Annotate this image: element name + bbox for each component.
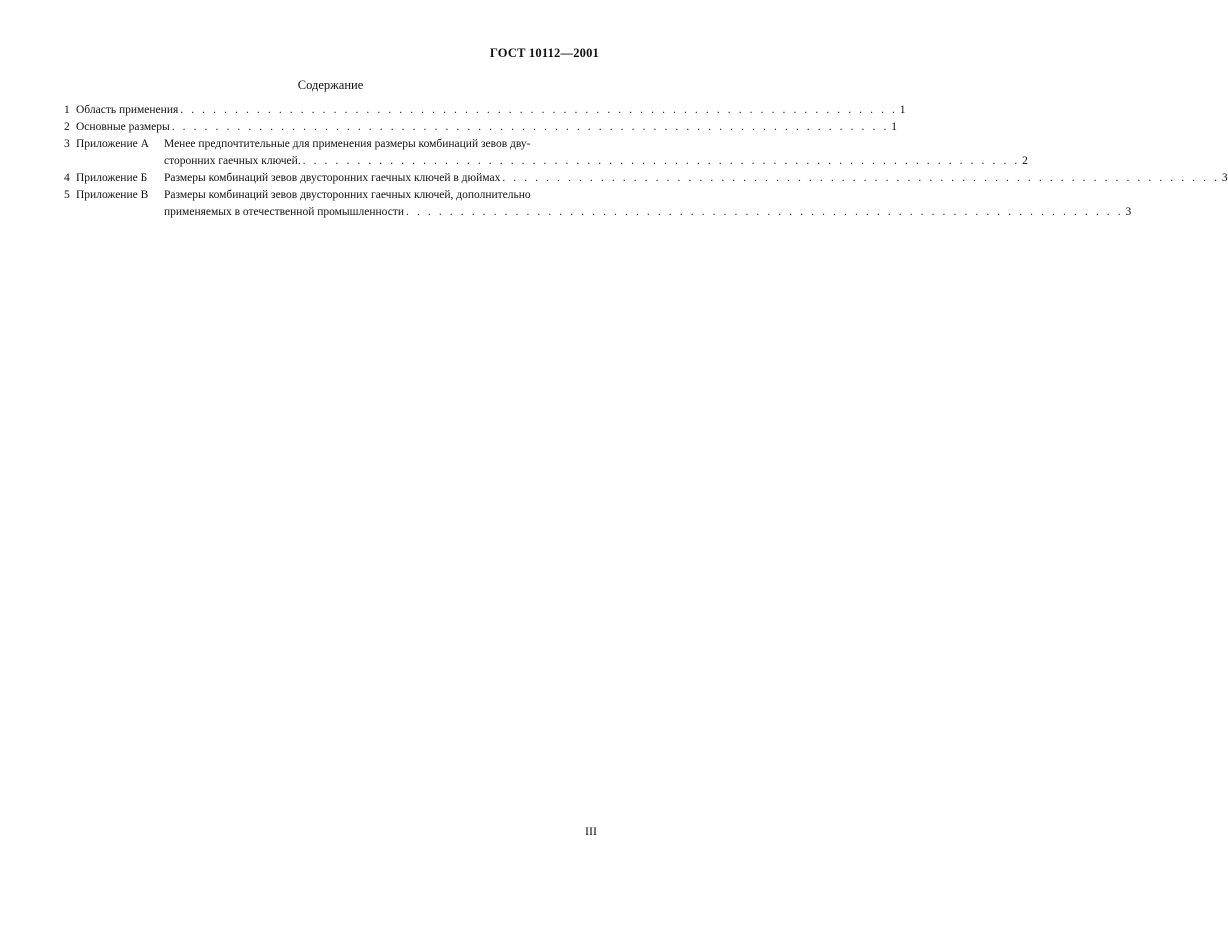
dot-leader: . . . . . . . . . . . . . . . . . . . . . . . . . . . . . . . . . . . . . . . . . . . . . . . . . . . . . . . . . . . . . . . . . . bbox=[502, 172, 1220, 184]
toc-entry-label: Область применения bbox=[76, 104, 179, 116]
toc-entry-page: 2 bbox=[1022, 155, 1028, 167]
toc-entry-number: 3 bbox=[64, 138, 70, 150]
toc-entry-3[interactable] bbox=[64, 136, 1028, 170]
toc-entry-1[interactable] bbox=[64, 102, 906, 119]
toc-entry-page: 1 bbox=[899, 104, 906, 116]
toc-entry-2[interactable] bbox=[64, 119, 897, 136]
toc-title: Содержание bbox=[297, 78, 364, 92]
toc-entry-label: Размеры комбинаций зевов двусторонних гаечных ключей в дюймах bbox=[164, 172, 501, 184]
toc-entry-5[interactable] bbox=[64, 187, 1132, 221]
toc-entry-label-line2: сторонних гаечных ключей. bbox=[164, 155, 301, 167]
toc-entry-page: 3 bbox=[1221, 172, 1228, 184]
toc-entry-label-line1: Размеры комбинаций зевов двусторонних гаечных ключей, дополнительно bbox=[164, 189, 531, 201]
toc-entry-label: Основные размеры bbox=[76, 121, 170, 133]
toc-entry-appendix: Приложение Б bbox=[76, 172, 148, 184]
toc-entry-appendix: Приложение В bbox=[76, 189, 149, 201]
table-of-contents bbox=[64, 102, 1228, 221]
toc-entry-label-line1: Менее предпочтительные для применения размеры комбинаций зевов дву- bbox=[164, 138, 531, 150]
page-number: III bbox=[585, 824, 597, 838]
toc-entry-number: 5 bbox=[64, 189, 70, 201]
toc-entry-number: 4 bbox=[64, 172, 70, 184]
dot-leader: . . . . . . . . . . . . . . . . . . . . . . . . . . . . . . . . . . . . . . . . . . . . . . . . . . . . . . . . . . . . . . . . . . bbox=[171, 121, 889, 133]
dot-leader: . . . . . . . . . . . . . . . . . . . . . . . . . . . . . . . . . . . . . . . . . . . . . . . . . . . . . . . . . . . . . . . . . . bbox=[180, 104, 898, 116]
dot-leader: . . . . . . . . . . . . . . . . . . . . . . . . . . . . . . . . . . . . . . . . . . . . . . . . . . . . . . . . . . . . . . . . . . bbox=[406, 206, 1124, 218]
dot-leader: . . . . . . . . . . . . . . . . . . . . . . . . . . . . . . . . . . . . . . . . . . . . . . . . . . . . . . . . . . . . . . . . . . bbox=[302, 155, 1020, 167]
toc-entry-page: 3 bbox=[1125, 206, 1132, 218]
toc-entry-label-line2: применяемых в отечественной промышленности bbox=[164, 206, 404, 218]
toc-entry-number: 2 bbox=[64, 121, 70, 133]
toc-entry-4[interactable] bbox=[64, 170, 1228, 187]
toc-entry-page: 1 bbox=[891, 121, 897, 133]
toc-entry-number: 1 bbox=[64, 104, 70, 116]
standard-designation: ГОСТ 10112—2001 bbox=[489, 46, 599, 60]
toc-entry-appendix: Приложение А bbox=[76, 138, 149, 150]
